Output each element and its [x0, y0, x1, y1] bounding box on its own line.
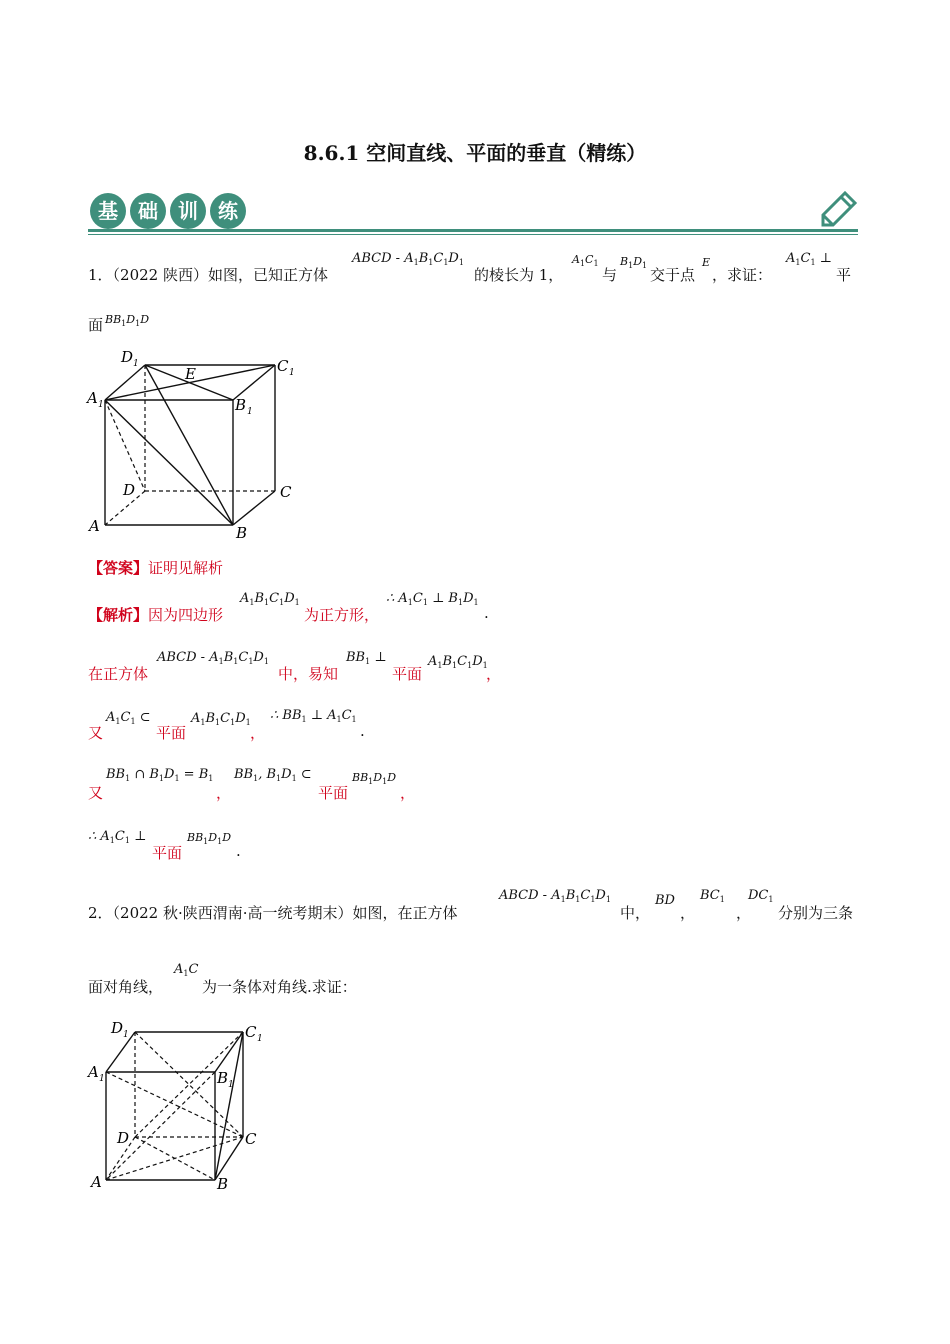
math-bd: BD	[655, 893, 675, 908]
label-d: D	[117, 1129, 130, 1147]
math-cube: ABCD - $A_1B_1C_1D_1$	[352, 251, 464, 267]
math-b1d1: $B_1D_1$	[620, 255, 648, 270]
analysis-tag: 【解析】	[88, 606, 149, 624]
analysis-text: 因为四边形	[148, 606, 224, 624]
cube-figure-1	[85, 345, 305, 545]
label-b1: B	[217, 1069, 229, 1087]
section-header	[90, 193, 246, 229]
q2-text: 为一条体对角线.求证：	[202, 978, 357, 996]
math-therefore-bb1: ∴ $BB_1$ ⊥ $A_1C_1$	[270, 708, 357, 724]
label-e: E	[185, 365, 196, 383]
period: .	[360, 722, 365, 740]
analysis-text: 又	[88, 784, 104, 802]
answer-line	[88, 557, 223, 578]
analysis-text: 为正方形，	[304, 606, 380, 624]
cube-figure-2	[85, 1015, 285, 1200]
section-rule-thin	[88, 234, 858, 235]
label-d: D	[123, 481, 136, 499]
section-char: 练	[210, 193, 246, 229]
label-c1: C	[245, 1023, 257, 1041]
analysis-line1	[88, 604, 223, 625]
label-sub: 1	[98, 400, 104, 410]
label-c: C	[245, 1130, 257, 1148]
label-a1: A	[87, 389, 98, 407]
analysis-text: 平面	[318, 784, 349, 802]
analysis-text: 平面	[152, 844, 183, 862]
label-a: A	[89, 517, 100, 535]
math-plane: $BB_1D_1D$	[352, 771, 397, 786]
section-char: 训	[170, 193, 206, 229]
q1-text: 的棱长为 1，	[474, 266, 564, 284]
q2-text: ，	[680, 904, 696, 922]
analysis-text: 平面	[156, 724, 187, 742]
period: .	[484, 604, 489, 622]
label-b: B	[217, 1175, 229, 1193]
answer-text: 证明见解析	[148, 559, 224, 577]
label-sub: 1	[228, 1080, 234, 1090]
math-cube: ABCD - $A_1B_1C_1D_1$	[157, 650, 269, 666]
label-sub: 1	[289, 368, 295, 378]
q2-text: 分别为三条	[778, 904, 854, 922]
q2-source: （2022 秋·陕西渭南·高一统考期末）	[112, 904, 353, 922]
page-title: 8.6.1 空间直线、平面的垂直（精练）	[303, 141, 647, 165]
q2-text: ，	[736, 904, 752, 922]
section-char: 基	[90, 193, 126, 229]
math-e: E	[702, 256, 711, 269]
label-sub: 1	[247, 407, 253, 417]
label-sub: 1	[257, 1034, 263, 1044]
label-sub: 1	[133, 359, 139, 369]
q1-text: ，求证：	[712, 266, 773, 284]
math-a1b1c1d1: $A_1B_1C_1D_1$	[191, 711, 251, 727]
q1-line1	[88, 264, 328, 285]
math-bc1: $BC_1$	[700, 888, 725, 904]
math-cube: ABCD - $A_1B_1C_1D_1$	[499, 888, 611, 904]
q1-text: 如图，已知正方体	[208, 266, 329, 284]
q1-text: 与	[602, 266, 618, 284]
label-b: B	[236, 524, 248, 542]
math-lines-subset: $BB_1$, $B_1D_1$ ⊂	[234, 767, 312, 783]
analysis-text: 在正方体	[88, 665, 149, 683]
math-a1c1-subset: $A_1C_1$ ⊂	[106, 710, 151, 726]
label-c1: C	[277, 357, 289, 375]
analysis-text: ，	[216, 784, 232, 802]
math-a1b1c1d1: $A_1B_1C_1D_1$	[428, 654, 488, 670]
math-plane: $BB_1D_1D$	[187, 831, 232, 846]
section-char: 础	[130, 193, 166, 229]
analysis-text: 又	[88, 724, 104, 742]
label-b1: B	[235, 396, 247, 414]
math-plane: $BB_1D_1D$	[105, 313, 150, 328]
analysis-text: 平面	[392, 665, 423, 683]
q2-number: 2．	[88, 904, 113, 922]
math-a1c: $A_1C$	[174, 962, 199, 978]
analysis-text: ，	[250, 724, 266, 742]
math-conclusion: ∴ $A_1C_1$ ⊥	[88, 829, 147, 845]
label-c: C	[280, 483, 292, 501]
q2-text: 如图，在正方体	[352, 904, 458, 922]
period: .	[236, 842, 241, 860]
analysis-text: 中，易知	[278, 665, 339, 683]
q1-number: 1．	[88, 266, 113, 284]
math-a1b1c1d1: $A_1B_1C_1D_1$	[240, 591, 300, 607]
pencil-icon	[815, 187, 863, 233]
q1-text: 平	[836, 266, 852, 284]
analysis-text: ，	[486, 665, 502, 683]
label-sub: 1	[123, 1030, 129, 1040]
math-dc1: $DC_1$	[748, 888, 774, 904]
q1-source: （2022 陕西）	[112, 266, 208, 284]
math-bb1-perp: $BB_1$ ⊥	[346, 650, 387, 666]
math-a1c1: $A_1C_1$	[572, 253, 599, 268]
label-a: A	[91, 1173, 102, 1191]
answer-tag: 【答案】	[88, 559, 149, 577]
label-sub: 1	[99, 1074, 105, 1084]
q1-text: 面	[88, 316, 104, 334]
q2-text: 面对角线，	[88, 978, 164, 996]
analysis-text: ，	[400, 784, 416, 802]
label-d1: D	[111, 1019, 124, 1037]
math-therefore: ∴ $A_1C_1$ ⊥ $B_1D_1$	[386, 591, 479, 607]
label-d1: D	[121, 348, 134, 366]
label-a1: A	[88, 1063, 99, 1081]
q2-line1	[88, 902, 458, 923]
math-intersect: $BB_1$ ∩ $B_1D_1 = B_1$	[106, 767, 214, 783]
section-rule	[88, 229, 858, 232]
q1-text: 交于点	[650, 266, 696, 284]
q2-text: 中，	[620, 904, 651, 922]
math-a1c1-perp: $A_1C_1$ ⊥	[786, 251, 832, 267]
